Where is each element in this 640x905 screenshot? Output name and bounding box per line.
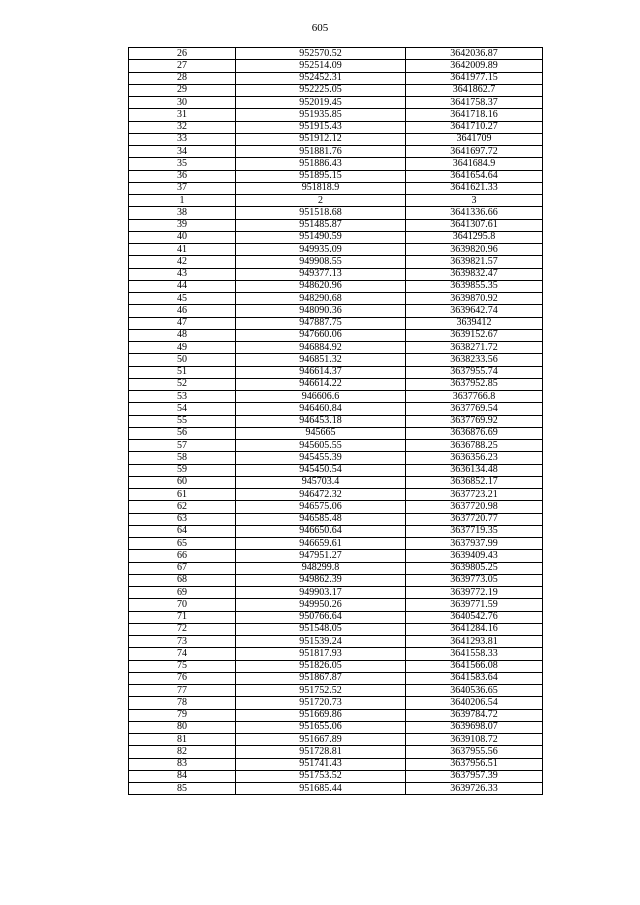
table-row xyxy=(129,48,543,60)
table-row xyxy=(129,501,543,513)
x-coordinate-cell: 947951.27 xyxy=(236,550,406,562)
x-coordinate-cell: 946614.22 xyxy=(236,378,406,390)
y-coordinate-cell: 3639772.19 xyxy=(406,587,543,599)
point-number-cell: 28 xyxy=(129,72,236,84)
y-coordinate-cell: 3640536.65 xyxy=(406,685,543,697)
point-number-cell: 31 xyxy=(129,109,236,121)
y-coordinate-cell: 3637769.54 xyxy=(406,403,543,415)
point-number-cell: 61 xyxy=(129,489,236,501)
point-number-cell: 68 xyxy=(129,574,236,586)
y-coordinate-cell: 3637723.21 xyxy=(406,489,543,501)
point-number-cell: 1 xyxy=(129,195,236,207)
x-coordinate-cell: 951669.86 xyxy=(236,709,406,721)
x-coordinate-cell: 951826.05 xyxy=(236,660,406,672)
y-coordinate-cell: 3637957.39 xyxy=(406,770,543,782)
table-row xyxy=(129,231,543,243)
y-coordinate-cell: 3639409.43 xyxy=(406,550,543,562)
table-row xyxy=(129,452,543,464)
x-coordinate-cell: 951753.52 xyxy=(236,770,406,782)
table-row xyxy=(129,378,543,390)
point-number-cell: 60 xyxy=(129,476,236,488)
y-coordinate-cell: 3641293.81 xyxy=(406,636,543,648)
y-coordinate-cell: 3638271.72 xyxy=(406,342,543,354)
table-row xyxy=(129,170,543,182)
x-coordinate-cell: 949377.13 xyxy=(236,268,406,280)
point-number-cell: 32 xyxy=(129,121,236,133)
table-row xyxy=(129,513,543,525)
table-row xyxy=(129,660,543,672)
point-number-cell: 59 xyxy=(129,464,236,476)
y-coordinate-cell: 3639805.25 xyxy=(406,562,543,574)
table-row xyxy=(129,84,543,96)
x-coordinate-cell: 951518.68 xyxy=(236,207,406,219)
y-coordinate-cell: 3642036.87 xyxy=(406,48,543,60)
table-row xyxy=(129,280,543,292)
y-coordinate-cell: 3637766.8 xyxy=(406,391,543,403)
point-number-cell: 30 xyxy=(129,97,236,109)
x-coordinate-cell: 951895.15 xyxy=(236,170,406,182)
point-number-cell: 29 xyxy=(129,84,236,96)
x-coordinate-cell: 947887.75 xyxy=(236,317,406,329)
point-number-cell: 26 xyxy=(129,48,236,60)
table-row xyxy=(129,354,543,366)
y-coordinate-cell: 3641336.66 xyxy=(406,207,543,219)
table-row xyxy=(129,440,543,452)
table-row xyxy=(129,195,543,207)
table-row xyxy=(129,636,543,648)
table-row xyxy=(129,158,543,170)
y-coordinate-cell: 3636356.23 xyxy=(406,452,543,464)
x-coordinate-cell: 946606.6 xyxy=(236,391,406,403)
x-coordinate-cell: 2 xyxy=(236,195,406,207)
x-coordinate-cell: 951490.59 xyxy=(236,231,406,243)
x-coordinate-cell: 946650.64 xyxy=(236,525,406,537)
y-coordinate-cell: 3637937.99 xyxy=(406,538,543,550)
table-row xyxy=(129,783,543,795)
y-coordinate-cell: 3637719.35 xyxy=(406,525,543,537)
table-row xyxy=(129,538,543,550)
x-coordinate-cell: 946585.48 xyxy=(236,513,406,525)
point-number-cell: 39 xyxy=(129,219,236,231)
point-number-cell: 77 xyxy=(129,685,236,697)
point-number-cell: 83 xyxy=(129,758,236,770)
point-number-cell: 40 xyxy=(129,231,236,243)
table-row xyxy=(129,391,543,403)
point-number-cell: 81 xyxy=(129,734,236,746)
table-row xyxy=(129,525,543,537)
y-coordinate-cell: 3639642.74 xyxy=(406,305,543,317)
x-coordinate-cell: 950766.64 xyxy=(236,611,406,623)
y-coordinate-cell: 3639412 xyxy=(406,317,543,329)
table-row xyxy=(129,97,543,109)
x-coordinate-cell: 946614.37 xyxy=(236,366,406,378)
x-coordinate-cell: 951867.87 xyxy=(236,672,406,684)
x-coordinate-cell: 952225.05 xyxy=(236,84,406,96)
y-coordinate-cell: 3641621.33 xyxy=(406,182,543,194)
x-coordinate-cell: 951655.06 xyxy=(236,721,406,733)
point-number-cell: 74 xyxy=(129,648,236,660)
point-number-cell: 56 xyxy=(129,427,236,439)
table-row xyxy=(129,403,543,415)
y-coordinate-cell: 3639870.92 xyxy=(406,293,543,305)
x-coordinate-cell: 949862.39 xyxy=(236,574,406,586)
x-coordinate-cell: 946472.32 xyxy=(236,489,406,501)
x-coordinate-cell: 952514.09 xyxy=(236,60,406,72)
point-number-cell: 49 xyxy=(129,342,236,354)
table-row xyxy=(129,293,543,305)
y-coordinate-cell: 3641709 xyxy=(406,133,543,145)
table-row xyxy=(129,244,543,256)
point-number-cell: 66 xyxy=(129,550,236,562)
y-coordinate-cell: 3639771.59 xyxy=(406,599,543,611)
y-coordinate-cell: 3639726.33 xyxy=(406,783,543,795)
x-coordinate-cell: 948290.68 xyxy=(236,293,406,305)
table-row xyxy=(129,709,543,721)
point-number-cell: 33 xyxy=(129,133,236,145)
point-number-cell: 64 xyxy=(129,525,236,537)
table-row xyxy=(129,268,543,280)
x-coordinate-cell: 951728.81 xyxy=(236,746,406,758)
y-coordinate-cell: 3641758.37 xyxy=(406,97,543,109)
y-coordinate-cell: 3637956.51 xyxy=(406,758,543,770)
point-number-cell: 70 xyxy=(129,599,236,611)
table-row xyxy=(129,342,543,354)
y-coordinate-cell: 3639855.35 xyxy=(406,280,543,292)
y-coordinate-cell: 3636134.48 xyxy=(406,464,543,476)
x-coordinate-cell: 951818.9 xyxy=(236,182,406,194)
x-coordinate-cell: 951741.43 xyxy=(236,758,406,770)
y-coordinate-cell: 3640206.54 xyxy=(406,697,543,709)
y-coordinate-cell: 3637955.56 xyxy=(406,746,543,758)
point-number-cell: 73 xyxy=(129,636,236,648)
x-coordinate-cell: 946659.61 xyxy=(236,538,406,550)
x-coordinate-cell: 949908.55 xyxy=(236,256,406,268)
x-coordinate-cell: 951485.87 xyxy=(236,219,406,231)
table-row xyxy=(129,146,543,158)
table-row xyxy=(129,599,543,611)
point-number-cell: 65 xyxy=(129,538,236,550)
y-coordinate-cell: 3641583.64 xyxy=(406,672,543,684)
coordinates-table xyxy=(128,47,543,795)
table-row xyxy=(129,562,543,574)
table-row xyxy=(129,427,543,439)
point-number-cell: 44 xyxy=(129,280,236,292)
x-coordinate-cell: 945450.54 xyxy=(236,464,406,476)
y-coordinate-cell: 3639784.72 xyxy=(406,709,543,721)
point-number-cell: 37 xyxy=(129,182,236,194)
y-coordinate-cell: 3641977.15 xyxy=(406,72,543,84)
x-coordinate-cell: 951886.43 xyxy=(236,158,406,170)
x-coordinate-cell: 945605.55 xyxy=(236,440,406,452)
table-row xyxy=(129,415,543,427)
y-coordinate-cell: 3638233.56 xyxy=(406,354,543,366)
x-coordinate-cell: 951881.76 xyxy=(236,146,406,158)
point-number-cell: 71 xyxy=(129,611,236,623)
y-coordinate-cell: 3641307.61 xyxy=(406,219,543,231)
x-coordinate-cell: 951720.73 xyxy=(236,697,406,709)
x-coordinate-cell: 948299.8 xyxy=(236,562,406,574)
table-row xyxy=(129,109,543,121)
x-coordinate-cell: 951935.85 xyxy=(236,109,406,121)
table-row xyxy=(129,672,543,684)
y-coordinate-cell: 3637769.92 xyxy=(406,415,543,427)
y-coordinate-cell: 3639152.67 xyxy=(406,329,543,341)
point-number-cell: 58 xyxy=(129,452,236,464)
point-number-cell: 69 xyxy=(129,587,236,599)
y-coordinate-cell: 3641710.27 xyxy=(406,121,543,133)
point-number-cell: 48 xyxy=(129,329,236,341)
y-coordinate-cell: 3636852.17 xyxy=(406,476,543,488)
point-number-cell: 42 xyxy=(129,256,236,268)
x-coordinate-cell: 952019.45 xyxy=(236,97,406,109)
table-row xyxy=(129,182,543,194)
table-row xyxy=(129,207,543,219)
y-coordinate-cell: 3641284.16 xyxy=(406,623,543,635)
point-number-cell: 82 xyxy=(129,746,236,758)
x-coordinate-cell: 948090.36 xyxy=(236,305,406,317)
y-coordinate-cell: 3642009.89 xyxy=(406,60,543,72)
y-coordinate-cell: 3 xyxy=(406,195,543,207)
x-coordinate-cell: 952570.52 xyxy=(236,48,406,60)
point-number-cell: 75 xyxy=(129,660,236,672)
point-number-cell: 50 xyxy=(129,354,236,366)
y-coordinate-cell: 3641718.16 xyxy=(406,109,543,121)
y-coordinate-cell: 3641684.9 xyxy=(406,158,543,170)
table-row xyxy=(129,721,543,733)
y-coordinate-cell: 3641558.33 xyxy=(406,648,543,660)
y-coordinate-cell: 3637955.74 xyxy=(406,366,543,378)
y-coordinate-cell: 3637720.98 xyxy=(406,501,543,513)
point-number-cell: 52 xyxy=(129,378,236,390)
y-coordinate-cell: 3641654.64 xyxy=(406,170,543,182)
x-coordinate-cell: 945455.39 xyxy=(236,452,406,464)
table-row xyxy=(129,133,543,145)
table-row xyxy=(129,366,543,378)
point-number-cell: 85 xyxy=(129,783,236,795)
y-coordinate-cell: 3641295.8 xyxy=(406,231,543,243)
table-row xyxy=(129,72,543,84)
point-number-cell: 41 xyxy=(129,244,236,256)
x-coordinate-cell: 951817.93 xyxy=(236,648,406,660)
table-row xyxy=(129,758,543,770)
table-row xyxy=(129,121,543,133)
x-coordinate-cell: 949935.09 xyxy=(236,244,406,256)
point-number-cell: 36 xyxy=(129,170,236,182)
table-row xyxy=(129,770,543,782)
table-row xyxy=(129,464,543,476)
table-row xyxy=(129,734,543,746)
point-number-cell: 47 xyxy=(129,317,236,329)
point-number-cell: 27 xyxy=(129,60,236,72)
point-number-cell: 84 xyxy=(129,770,236,782)
point-number-cell: 67 xyxy=(129,562,236,574)
point-number-cell: 79 xyxy=(129,709,236,721)
y-coordinate-cell: 3637720.77 xyxy=(406,513,543,525)
table-row xyxy=(129,550,543,562)
point-number-cell: 38 xyxy=(129,207,236,219)
point-number-cell: 51 xyxy=(129,366,236,378)
table-row xyxy=(129,697,543,709)
point-number-cell: 78 xyxy=(129,697,236,709)
x-coordinate-cell: 946884.92 xyxy=(236,342,406,354)
table-row xyxy=(129,587,543,599)
y-coordinate-cell: 3639698.07 xyxy=(406,721,543,733)
x-coordinate-cell: 951912.12 xyxy=(236,133,406,145)
point-number-cell: 80 xyxy=(129,721,236,733)
x-coordinate-cell: 946453.18 xyxy=(236,415,406,427)
table-row xyxy=(129,648,543,660)
x-coordinate-cell: 951548.05 xyxy=(236,623,406,635)
x-coordinate-cell: 951685.44 xyxy=(236,783,406,795)
point-number-cell: 55 xyxy=(129,415,236,427)
x-coordinate-cell: 951667.89 xyxy=(236,734,406,746)
point-number-cell: 54 xyxy=(129,403,236,415)
table-row xyxy=(129,489,543,501)
table-row xyxy=(129,305,543,317)
table-row xyxy=(129,60,543,72)
x-coordinate-cell: 945665 xyxy=(236,427,406,439)
x-coordinate-cell: 949950.26 xyxy=(236,599,406,611)
table-row xyxy=(129,476,543,488)
y-coordinate-cell: 3639832.47 xyxy=(406,268,543,280)
point-number-cell: 53 xyxy=(129,391,236,403)
x-coordinate-cell: 949903.17 xyxy=(236,587,406,599)
y-coordinate-cell: 3640542.76 xyxy=(406,611,543,623)
point-number-cell: 72 xyxy=(129,623,236,635)
point-number-cell: 35 xyxy=(129,158,236,170)
point-number-cell: 63 xyxy=(129,513,236,525)
x-coordinate-cell: 951915.43 xyxy=(236,121,406,133)
y-coordinate-cell: 3641697.72 xyxy=(406,146,543,158)
table-row xyxy=(129,623,543,635)
table-row xyxy=(129,256,543,268)
point-number-cell: 34 xyxy=(129,146,236,158)
table-row xyxy=(129,746,543,758)
x-coordinate-cell: 947660.06 xyxy=(236,329,406,341)
table-row xyxy=(129,611,543,623)
point-number-cell: 45 xyxy=(129,293,236,305)
table-row xyxy=(129,317,543,329)
y-coordinate-cell: 3636788.25 xyxy=(406,440,543,452)
x-coordinate-cell: 946460.84 xyxy=(236,403,406,415)
x-coordinate-cell: 952452.31 xyxy=(236,72,406,84)
y-coordinate-cell: 3639108.72 xyxy=(406,734,543,746)
point-number-cell: 76 xyxy=(129,672,236,684)
x-coordinate-cell: 945703.4 xyxy=(236,476,406,488)
y-coordinate-cell: 3639821.57 xyxy=(406,256,543,268)
y-coordinate-cell: 3641862.7 xyxy=(406,84,543,96)
point-number-cell: 46 xyxy=(129,305,236,317)
x-coordinate-cell: 946575.06 xyxy=(236,501,406,513)
y-coordinate-cell: 3639820.96 xyxy=(406,244,543,256)
x-coordinate-cell: 948620.96 xyxy=(236,280,406,292)
point-number-cell: 57 xyxy=(129,440,236,452)
y-coordinate-cell: 3639773.05 xyxy=(406,574,543,586)
table-row xyxy=(129,574,543,586)
x-coordinate-cell: 951752.52 xyxy=(236,685,406,697)
page-number: 605 xyxy=(311,22,329,34)
x-coordinate-cell: 946851.32 xyxy=(236,354,406,366)
point-number-cell: 62 xyxy=(129,501,236,513)
table-row xyxy=(129,219,543,231)
y-coordinate-cell: 3641566.08 xyxy=(406,660,543,672)
point-number-cell: 43 xyxy=(129,268,236,280)
y-coordinate-cell: 3637952.85 xyxy=(406,378,543,390)
table-row xyxy=(129,329,543,341)
coordinates-table-body xyxy=(129,48,543,795)
table-row xyxy=(129,685,543,697)
x-coordinate-cell: 951539.24 xyxy=(236,636,406,648)
y-coordinate-cell: 3636876.69 xyxy=(406,427,543,439)
